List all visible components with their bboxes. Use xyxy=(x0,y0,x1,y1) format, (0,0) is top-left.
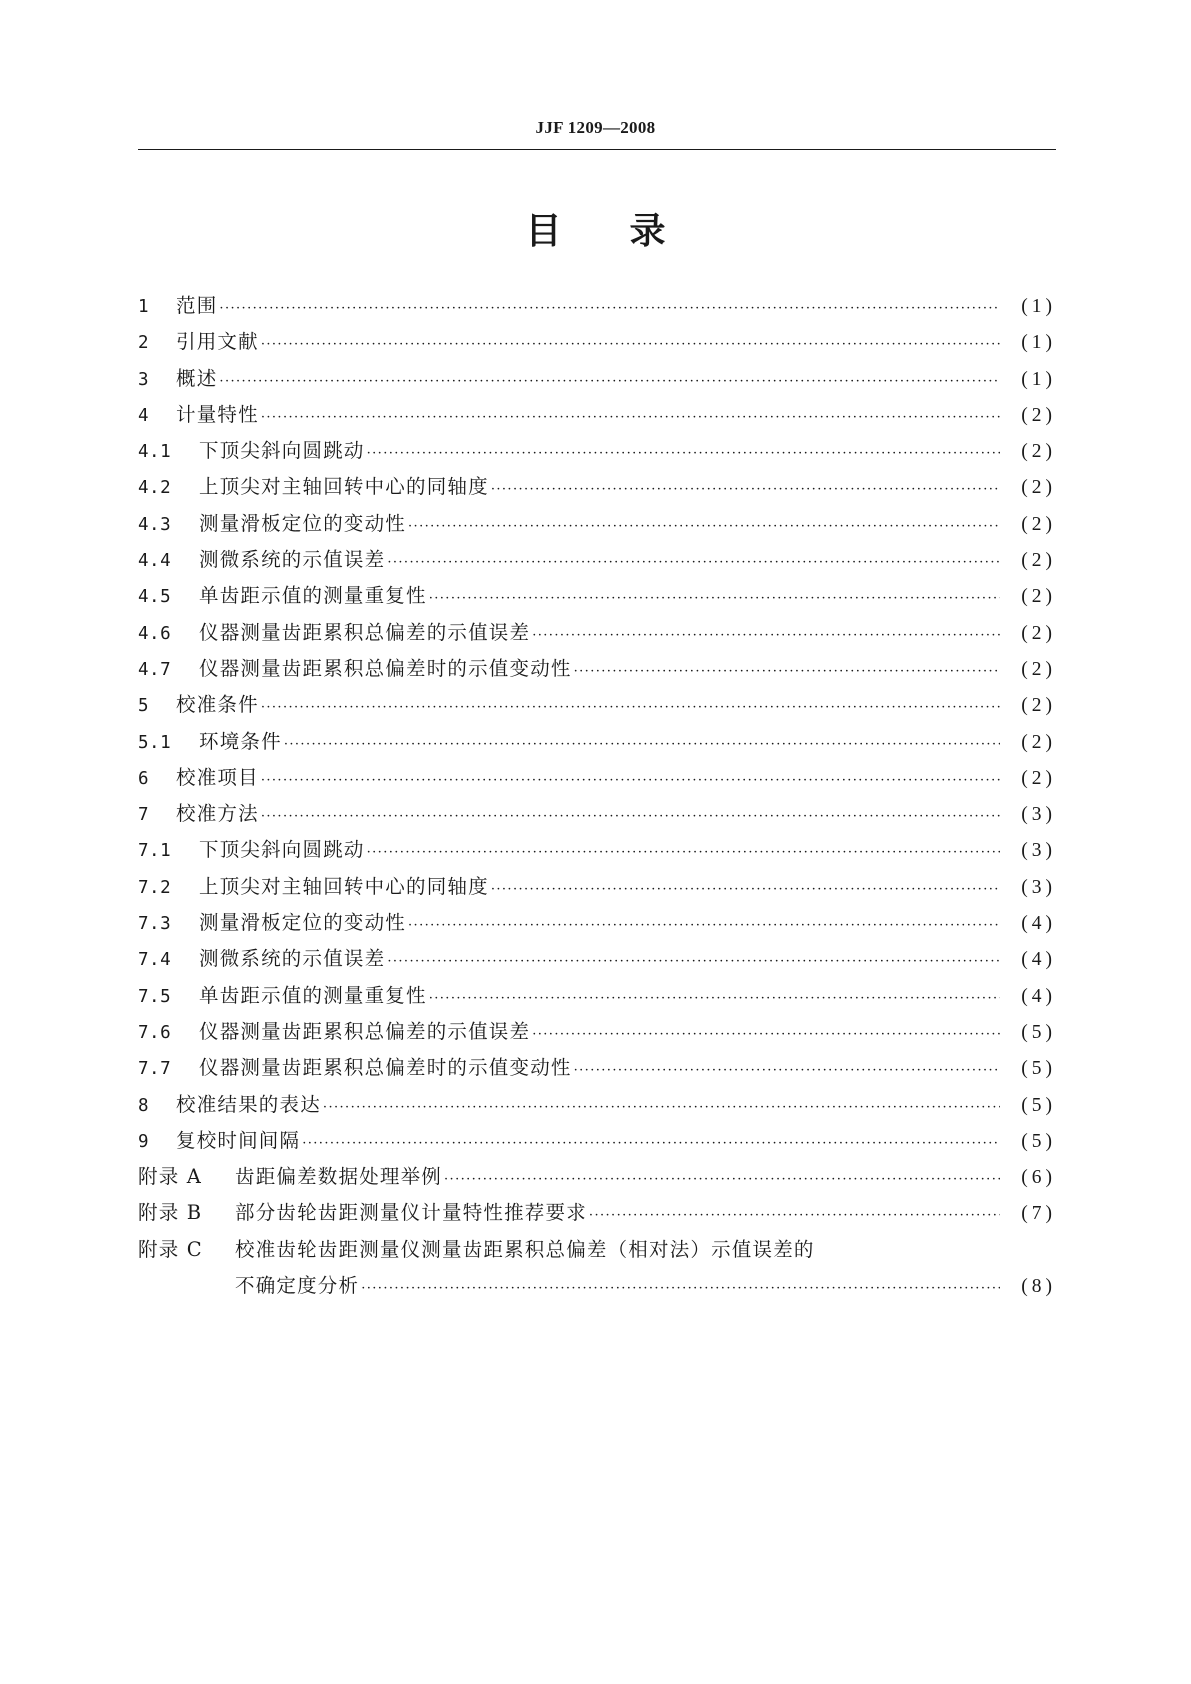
dot-leader xyxy=(532,621,1000,644)
appendix-title: 部分齿轮齿距测量仪计量特性推荐要求 xyxy=(235,1201,587,1225)
toc-entry-number: 7.6 xyxy=(138,1022,172,1043)
toc-entry-page: (2) xyxy=(1021,622,1056,644)
appendix-prefix: 附录 C xyxy=(138,1237,203,1261)
title-char-2: 录 xyxy=(629,211,666,252)
dot-leader xyxy=(491,875,1000,898)
toc-entry-page: (5) xyxy=(1021,1021,1056,1043)
dot-leader xyxy=(491,475,1000,498)
toc-entry[interactable] xyxy=(138,290,1056,326)
toc-entry-page: (2) xyxy=(1021,767,1056,789)
toc-entry-label: 下顶尖斜向圆跳动 xyxy=(199,838,365,862)
toc-entry[interactable] xyxy=(138,834,1056,870)
page-title xyxy=(0,203,1191,254)
dot-leader xyxy=(387,548,1000,571)
appendix-title: 齿距偏差数据处理举例 xyxy=(235,1165,443,1189)
toc-entry-number: 4.5 xyxy=(138,587,172,608)
dot-leader xyxy=(589,1201,1000,1224)
appendix-page: (7) xyxy=(1021,1203,1056,1225)
toc-entry-page: (2) xyxy=(1021,586,1056,608)
toc-entry-page: (5) xyxy=(1021,1058,1056,1080)
toc-entry-number: 3 xyxy=(138,369,150,390)
toc-entry-page: (4) xyxy=(1021,949,1056,971)
toc-entry-page: (5) xyxy=(1021,1094,1056,1116)
toc-entry[interactable] xyxy=(138,798,1056,834)
toc-entry-page: (2) xyxy=(1021,477,1056,499)
toc-entry-page: (1) xyxy=(1021,368,1056,390)
dot-leader xyxy=(361,1274,1000,1297)
dot-leader xyxy=(367,439,1000,462)
toc-entry-label: 计量特性 xyxy=(176,402,259,426)
toc-entry-number: 4.3 xyxy=(138,514,172,535)
dot-leader xyxy=(367,838,1000,861)
toc-entry[interactable] xyxy=(138,580,1056,616)
toc-entry[interactable] xyxy=(138,508,1056,544)
dot-leader xyxy=(574,657,1000,680)
toc-entry-label: 引用文献 xyxy=(176,330,259,354)
appendix-entry-b[interactable] xyxy=(138,1197,1056,1233)
toc-entry[interactable] xyxy=(138,726,1056,762)
toc-entry-page: (2) xyxy=(1021,658,1056,680)
toc-entry-number: 5 xyxy=(138,696,150,717)
toc-entry-label: 仪器测量齿距累积总偏差的示值误差 xyxy=(199,620,531,644)
toc-entry-number: 7.1 xyxy=(138,841,172,862)
toc-entry-label: 测量滑板定位的变动性 xyxy=(199,511,407,535)
document-code-header: JJF 1209—2008 xyxy=(535,118,656,137)
dot-leader xyxy=(444,1165,1000,1188)
dot-leader xyxy=(387,947,1000,970)
dot-leader xyxy=(302,1129,1000,1152)
toc-entry-number: 7.5 xyxy=(138,986,172,1007)
toc-entry-label: 仪器测量齿距累积总偏差时的示值变动性 xyxy=(199,656,572,680)
toc-entry[interactable] xyxy=(138,1089,1056,1125)
toc-entry[interactable] xyxy=(138,471,1056,507)
toc-entry[interactable] xyxy=(138,1125,1056,1161)
toc-entry-number: 4.7 xyxy=(138,659,172,680)
toc-entry[interactable] xyxy=(138,943,1056,979)
dot-leader xyxy=(261,693,1000,716)
dot-leader xyxy=(284,730,1000,753)
toc-entry-page: (2) xyxy=(1021,513,1056,535)
toc-entry-number: 7.4 xyxy=(138,950,172,971)
dot-leader xyxy=(408,512,1000,535)
dot-leader xyxy=(261,330,1000,353)
appendix-page: (6) xyxy=(1021,1167,1056,1189)
toc-entry-label: 校准结果的表达 xyxy=(176,1092,321,1116)
appendix-title: 校准齿轮齿距测量仪测量齿距累积总偏差（相对法）示值误差的 xyxy=(235,1237,815,1261)
toc-entry-number: 9 xyxy=(138,1131,150,1152)
appendix-entry-c-continuation[interactable] xyxy=(138,1270,1056,1306)
toc-entry-page: (3) xyxy=(1021,804,1056,826)
toc-entry-label: 测微系统的示值误差 xyxy=(199,947,386,971)
toc-entry-number: 4.2 xyxy=(138,478,172,499)
toc-entry-label: 校准项目 xyxy=(176,765,259,789)
toc-entry[interactable] xyxy=(138,399,1056,435)
table-of-contents xyxy=(138,290,1056,1306)
toc-entry-page: (2) xyxy=(1021,441,1056,463)
toc-entry[interactable] xyxy=(138,1016,1056,1052)
toc-entry-number: 4.1 xyxy=(138,442,172,463)
toc-entry-number: 7.3 xyxy=(138,914,172,935)
toc-entry-number: 1 xyxy=(138,297,150,317)
appendix-page: (8) xyxy=(1021,1276,1056,1298)
toc-entry[interactable] xyxy=(138,1052,1056,1088)
dot-leader xyxy=(429,584,1000,607)
toc-entry-label: 环境条件 xyxy=(199,729,282,753)
toc-entry-page: (5) xyxy=(1021,1130,1056,1152)
appendix-entry-a[interactable] xyxy=(138,1161,1056,1197)
toc-entry-page: (2) xyxy=(1021,731,1056,753)
toc-entry-label: 仪器测量齿距累积总偏差时的示值变动性 xyxy=(199,1056,572,1080)
dot-leader xyxy=(574,1056,1000,1079)
toc-entry-label: 测微系统的示值误差 xyxy=(199,548,386,572)
dot-leader xyxy=(261,403,1000,426)
appendix-prefix: 附录 A xyxy=(138,1165,203,1189)
dot-leader xyxy=(261,766,1000,789)
toc-entry-number: 4 xyxy=(138,405,150,426)
toc-entry-page: (3) xyxy=(1021,876,1056,898)
dot-leader xyxy=(219,294,1000,317)
dot-leader xyxy=(219,367,1000,390)
dot-leader xyxy=(261,802,1000,825)
toc-entry-label: 校准条件 xyxy=(176,693,259,717)
toc-entry[interactable] xyxy=(138,907,1056,943)
toc-entry[interactable] xyxy=(138,689,1056,725)
header-rule xyxy=(138,149,1056,150)
toc-entry-page: (3) xyxy=(1021,840,1056,862)
toc-entry[interactable] xyxy=(138,544,1056,580)
appendix-entry-c[interactable] xyxy=(138,1234,1056,1270)
toc-entry[interactable] xyxy=(138,980,1056,1016)
toc-entry[interactable] xyxy=(138,762,1056,798)
toc-entry-page: (4) xyxy=(1021,985,1056,1007)
toc-entry-label: 复校时间间隔 xyxy=(176,1128,301,1152)
toc-entry-number: 5.1 xyxy=(138,732,172,753)
dot-leader xyxy=(532,1020,1000,1043)
toc-entry-number: 7.7 xyxy=(138,1059,172,1080)
toc-entry-label: 范围 xyxy=(176,294,218,317)
toc-entry-number: 4.4 xyxy=(138,551,172,572)
toc-entry-label: 概述 xyxy=(176,366,218,390)
toc-entry[interactable] xyxy=(138,363,1056,399)
toc-entry-label: 单齿距示值的测量重复性 xyxy=(199,983,427,1007)
toc-entry[interactable] xyxy=(138,871,1056,907)
toc-entry-label: 测量滑板定位的变动性 xyxy=(199,911,407,935)
toc-entry-number: 7 xyxy=(138,805,150,826)
appendix-prefix: 附录 B xyxy=(138,1201,203,1225)
toc-entry-label: 校准方法 xyxy=(176,802,259,826)
toc-entry-page: (4) xyxy=(1021,913,1056,935)
toc-entry-label: 仪器测量齿距累积总偏差的示值误差 xyxy=(199,1019,531,1043)
toc-entry-label: 上顶尖对主轴回转中心的同轴度 xyxy=(199,475,489,499)
toc-entry-label: 上顶尖对主轴回转中心的同轴度 xyxy=(199,874,489,898)
toc-entry-page: (1) xyxy=(1021,332,1056,354)
toc-entry-number: 4.6 xyxy=(138,623,172,644)
toc-entry-label: 单齿距示值的测量重复性 xyxy=(199,584,427,608)
dot-leader xyxy=(408,911,1000,934)
dot-leader xyxy=(323,1093,1000,1116)
toc-entry-number: 2 xyxy=(138,333,150,354)
appendix-title-continuation: 不确定度分析 xyxy=(235,1274,360,1298)
toc-entry[interactable] xyxy=(138,435,1056,471)
title-char-1: 目 xyxy=(525,211,562,252)
toc-entry[interactable] xyxy=(138,326,1056,362)
toc-entry-number: 6 xyxy=(138,768,150,789)
toc-entry-page: (2) xyxy=(1021,695,1056,717)
toc-entry-number: 8 xyxy=(138,1095,150,1116)
dot-leader xyxy=(429,984,1000,1007)
toc-entry-number: 7.2 xyxy=(138,877,172,898)
toc-entry[interactable] xyxy=(138,653,1056,689)
toc-entry-page: (2) xyxy=(1021,404,1056,426)
toc-entry-page: (1) xyxy=(1021,296,1056,317)
toc-entry-page: (2) xyxy=(1021,550,1056,572)
toc-entry[interactable] xyxy=(138,617,1056,653)
toc-entry-label: 下顶尖斜向圆跳动 xyxy=(199,439,365,463)
